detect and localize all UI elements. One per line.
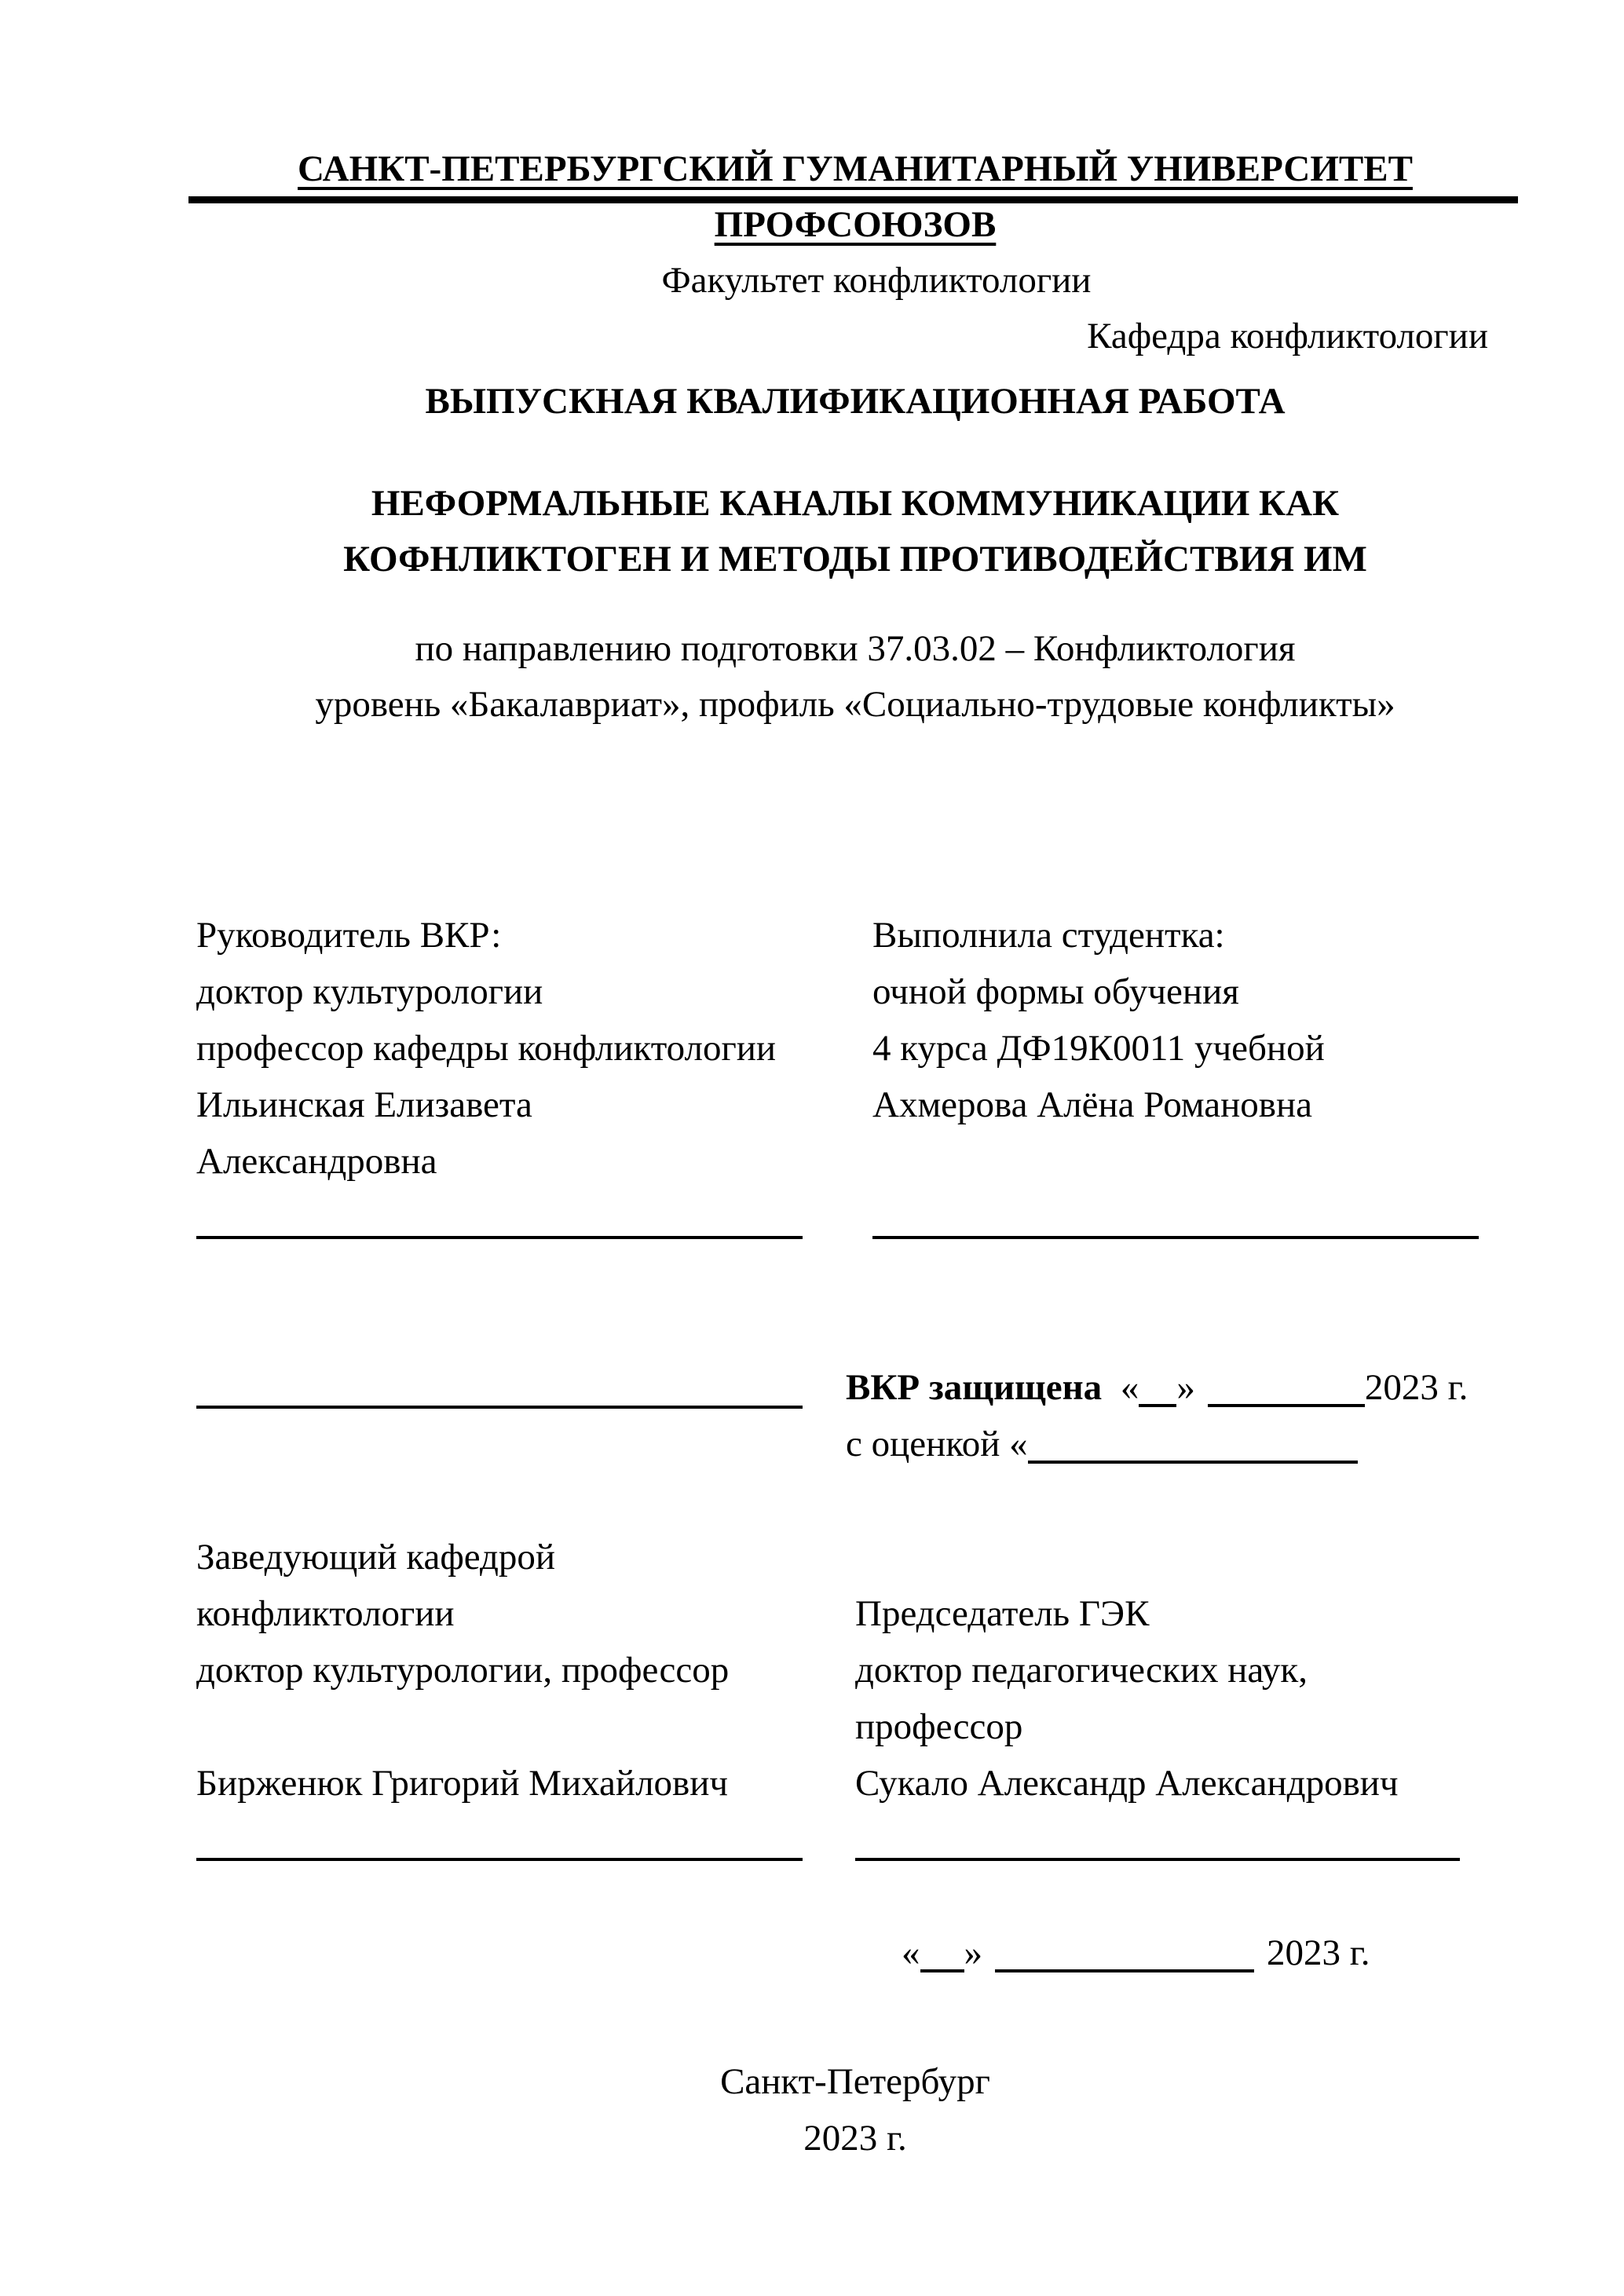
spacer-row <box>196 1247 1514 1303</box>
grade-label: с оценкой « <box>846 1424 1028 1464</box>
spacer <box>196 430 1514 476</box>
defense-year: 2023 г. <box>1364 1367 1469 1408</box>
empty-cell <box>196 1699 836 1756</box>
spacer-row <box>196 1303 1514 1360</box>
spacer <box>196 733 1514 908</box>
student-label: Выполнила студентка: <box>872 915 1225 956</box>
officials-row-1 <box>196 1530 1514 1586</box>
close-quote: » <box>964 1932 982 1973</box>
city-row <box>196 2054 1514 2111</box>
grade-row <box>196 1417 1514 1473</box>
student-name: Ахмерова Алёна Романовна <box>872 1084 1312 1125</box>
gek-chair-degree: доктор педагогических наук, <box>855 1650 1308 1691</box>
supervisor-student-row-4 <box>196 1077 1514 1134</box>
year-row <box>196 2111 1514 2167</box>
supervisor-position: профессор кафедры конфликтологии <box>196 1028 777 1069</box>
supervisor-student-row-5 <box>196 1134 1514 1190</box>
dept-head-signature-line <box>196 1858 803 1861</box>
footer-date-row <box>196 1925 1514 1982</box>
work-type-title: ВЫПУСКНАЯ КВАЛИФИКАЦИОННАЯ РАБОТА <box>425 381 1286 422</box>
footer-date-line <box>836 1925 1514 1982</box>
gek-chair-name: Сукало Александр Александрович <box>855 1763 1399 1804</box>
open-quote: « <box>902 1932 920 1973</box>
student-study-form: очной формы обучения <box>872 971 1239 1012</box>
gek-chair-position: профессор <box>855 1706 1023 1747</box>
supervisor-student-row-3 <box>196 1021 1514 1077</box>
faculty-line: Факультет конфликтологии <box>661 260 1092 301</box>
department-line: Кафедра конфликтологии <box>1087 316 1488 356</box>
officials-row-4 <box>196 1699 1514 1756</box>
footer-date-year: 2023 г. <box>1267 1932 1370 1973</box>
spacer <box>196 2038 1514 2054</box>
empty-cell <box>196 1925 836 1982</box>
supervisor-label: Руководитель ВКР: <box>196 915 502 956</box>
dept-head-line3: доктор культурологии, профессор <box>196 1650 730 1691</box>
defense-row <box>196 1360 1514 1417</box>
empty-cell <box>836 1530 1514 1586</box>
signature-row-2 <box>196 1812 1514 1869</box>
level-line: уровень «Бакалавриат», профиль «Социально-трудовые конфликты» <box>315 684 1395 725</box>
spacer-row <box>196 1982 1514 2038</box>
spacer <box>196 587 1514 621</box>
open-quote: « <box>1120 1367 1139 1408</box>
officials-row-5 <box>196 1756 1514 1812</box>
supervisor-student-row-1 <box>196 908 1514 964</box>
approval-signature-line <box>196 1406 803 1409</box>
footer-month-blank <box>995 1969 1254 1972</box>
spacer <box>196 364 1514 374</box>
spacer-row <box>196 1869 1514 1925</box>
thesis-title-line1: НЕФОРМАЛЬНЫЕ КАНАЛЫ КОММУНИКАЦИИ КАК <box>371 483 1340 524</box>
student-signature-line <box>872 1236 1479 1239</box>
empty-cell <box>196 1417 836 1473</box>
gek-chair-label: Председатель ГЭК <box>855 1593 1150 1634</box>
supervisor-name-line1: Ильинская Елизавета <box>196 1084 532 1125</box>
university-name: САНКТ-ПЕТЕРБУРГСКИЙ ГУМАНИТАРНЫЙ УНИВЕРСИТЕТ ПРОФСОЮЗОВ <box>298 148 1413 245</box>
footer-day-blank <box>920 1969 964 1972</box>
officials-row-3 <box>196 1643 1514 1699</box>
officials-row-2 <box>196 1586 1514 1643</box>
city-line: Санкт-Петербург <box>720 2061 990 2102</box>
defended-label: ВКР защищена <box>846 1367 1103 1408</box>
dept-head-name: Бирженюк Григорий Михайлович <box>196 1763 729 1804</box>
gek-chair-signature-line <box>855 1858 1460 1861</box>
supervisor-degree: доктор культурологии <box>196 971 543 1012</box>
student-group: 4 курса ДФ19К0011 учебной <box>872 1028 1325 1069</box>
header-rule <box>188 196 1518 203</box>
dept-head-line1: Заведующий кафедрой <box>196 1537 556 1578</box>
close-quote: » <box>1176 1367 1195 1408</box>
empty-cell <box>836 1134 1514 1190</box>
defense-month-blank <box>1208 1404 1365 1407</box>
grade-blank <box>1028 1461 1358 1464</box>
signature-row-1 <box>196 1190 1514 1247</box>
defense-day-blank <box>1139 1404 1176 1407</box>
thesis-title-line2: КОФНЛИКТОГЕН И МЕТОДЫ ПРОТИВОДЕЙСТВИЯ ИМ <box>343 539 1367 579</box>
spacer-row <box>196 1473 1514 1530</box>
supervisor-signature-line <box>196 1236 803 1239</box>
defense-date-line <box>836 1360 1514 1417</box>
supervisor-student-row-2 <box>196 964 1514 1021</box>
supervisor-name-line2: Александровна <box>196 1141 437 1182</box>
grade-line <box>836 1417 1514 1473</box>
dept-head-line2: конфликтологии <box>196 1593 455 1634</box>
year-line: 2023 г. <box>803 2118 907 2159</box>
program-line: по направлению подготовки 37.03.02 – Конфликтология <box>415 628 1296 669</box>
